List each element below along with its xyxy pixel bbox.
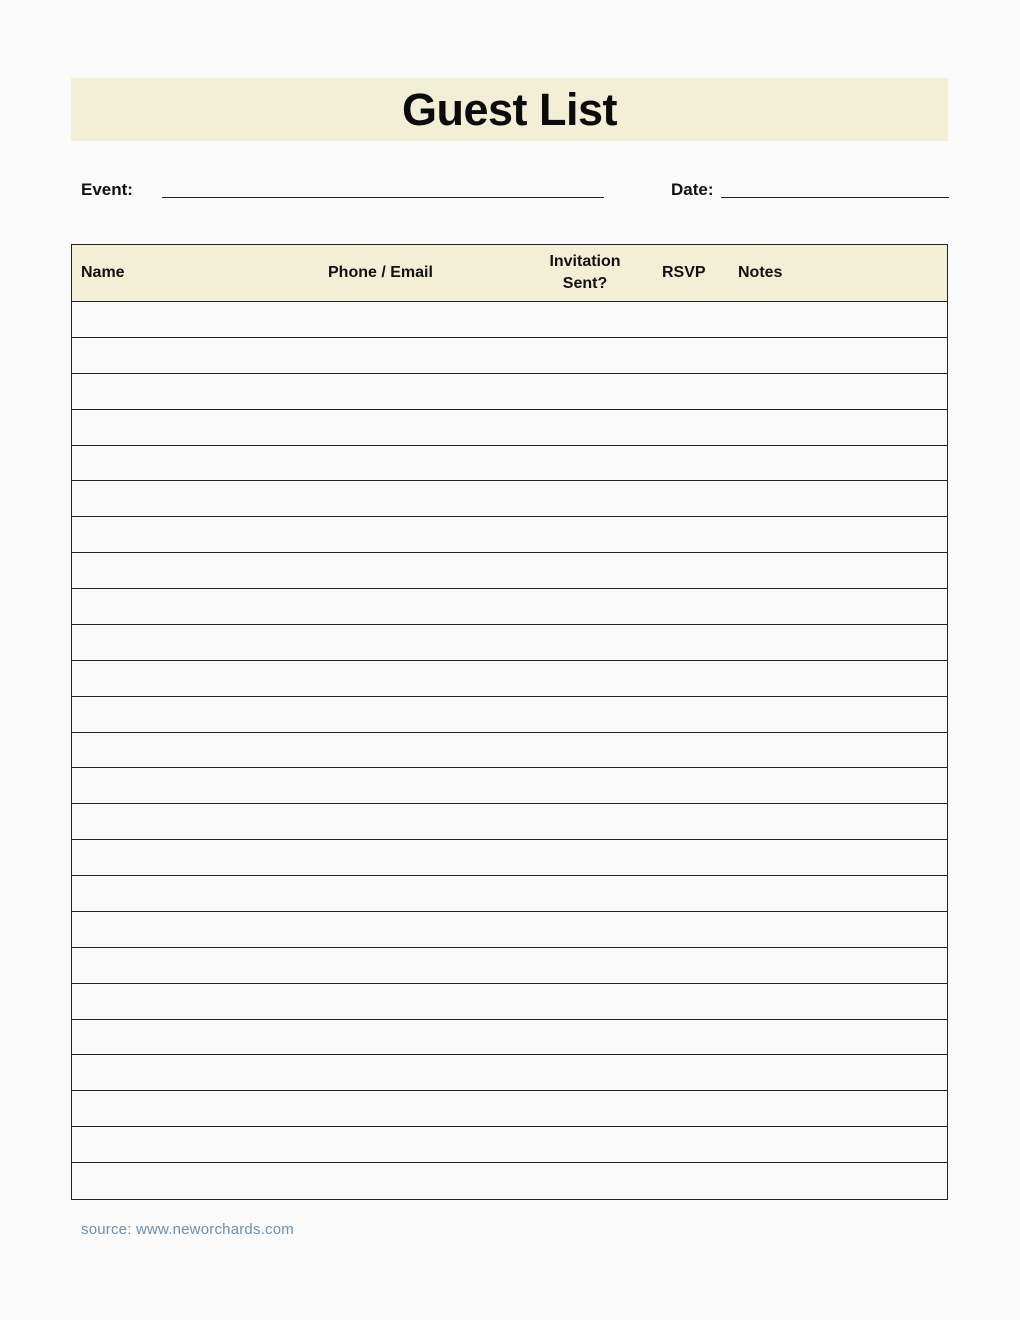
table-row[interactable]: [72, 517, 947, 553]
table-row[interactable]: [72, 338, 947, 374]
event-field[interactable]: [162, 197, 604, 198]
table-row[interactable]: [72, 374, 947, 410]
header-phone-email: Phone / Email: [328, 264, 433, 281]
header-name: Name: [81, 264, 125, 281]
table-row[interactable]: [72, 840, 947, 876]
table-row[interactable]: [72, 553, 947, 589]
table-row[interactable]: [72, 697, 947, 733]
header-rsvp: RSVP: [662, 264, 706, 281]
title-banner: [71, 78, 948, 141]
table-row[interactable]: [72, 984, 947, 1020]
table-row[interactable]: [72, 1055, 947, 1091]
table-row[interactable]: [72, 589, 947, 625]
table-header: [72, 245, 947, 302]
guest-table: [71, 244, 948, 1200]
header-invitation-sent: Invitation Sent?: [549, 253, 621, 292]
table-row[interactable]: [72, 804, 947, 840]
table-row[interactable]: [72, 446, 947, 482]
table-row[interactable]: [72, 948, 947, 984]
source-note: source: www.neworchards.com: [81, 1221, 294, 1238]
date-field[interactable]: [721, 197, 949, 198]
table-row[interactable]: [72, 1020, 947, 1056]
date-label: Date:: [671, 180, 714, 199]
header-notes: Notes: [738, 264, 783, 281]
table-row[interactable]: [72, 1163, 947, 1199]
table-row[interactable]: [72, 481, 947, 517]
page-title: Guest List: [401, 83, 618, 135]
table-row[interactable]: [72, 661, 947, 697]
table-row[interactable]: [72, 768, 947, 804]
event-label: Event:: [81, 180, 133, 199]
table-row[interactable]: [72, 1127, 947, 1163]
table-body: [72, 302, 947, 1199]
table-row[interactable]: [72, 410, 947, 446]
table-row[interactable]: [72, 625, 947, 661]
table-row[interactable]: [72, 876, 947, 912]
table-row[interactable]: [72, 1091, 947, 1127]
table-row[interactable]: [72, 912, 947, 948]
table-row[interactable]: [72, 733, 947, 769]
table-row[interactable]: [72, 302, 947, 338]
